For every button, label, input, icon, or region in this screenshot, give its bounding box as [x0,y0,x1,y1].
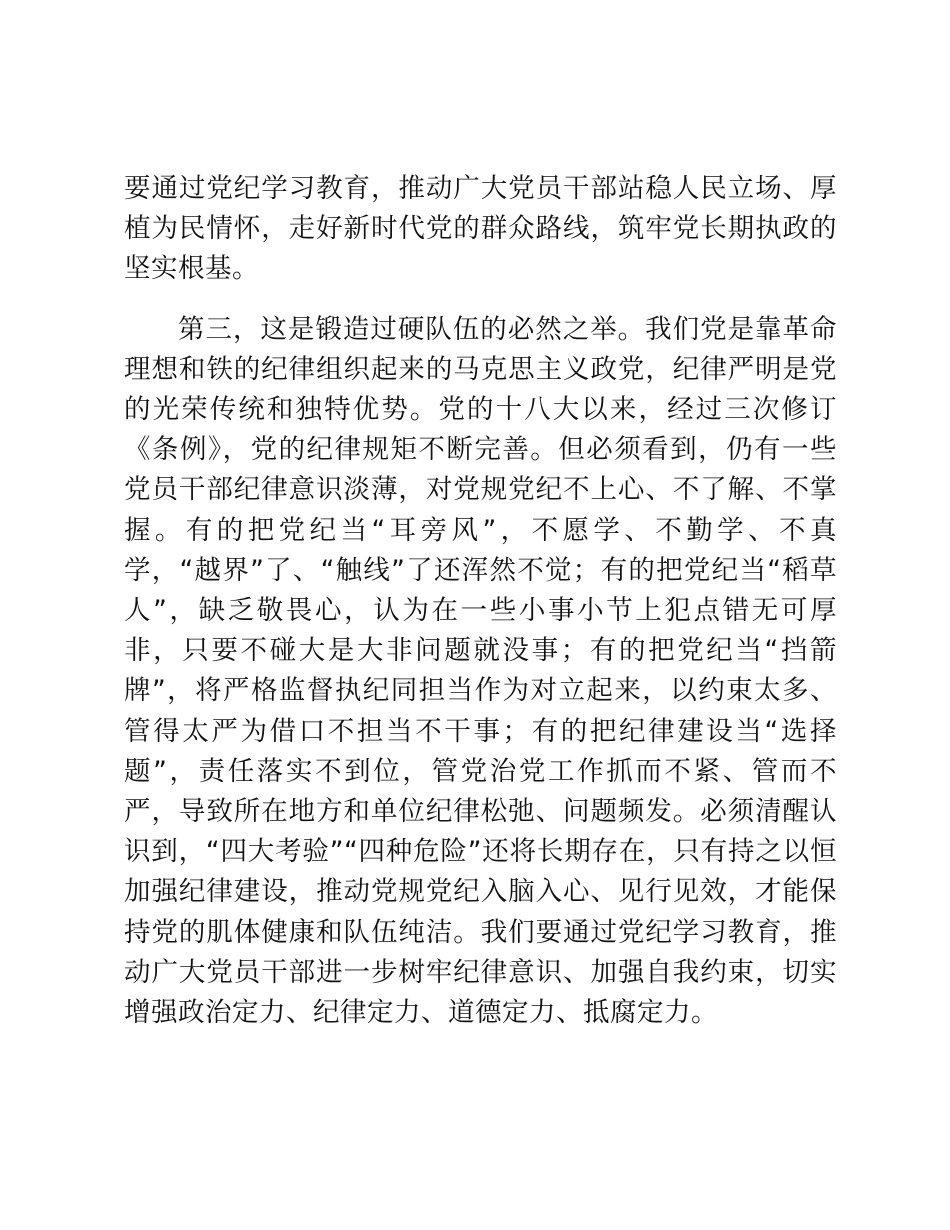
paragraph-continuation: 要通过党纪学习教育，推动广大党员干部站稳人民立场、厚植为民情怀，走好新时代党的群众路线，筑牢党长期执政的坚实根基。 [124,173,837,285]
paragraph-third-point: 第三，这是锻造过硬队伍的必然之举。我们党是靠革命理想和铁的纪律组织起来的马克思主义政党，纪律严明是党的光荣传统和独特优势。党的十八大以来，经过三次修订《条例》，党的纪律规矩不断完善。但必须看到，仍有一些党员干部纪律意识淡薄，对党规党纪不上心、不了解、不掌握。有的把党纪当“耳旁风”，不愿学、不勤学、不真学，“越界”了、“触线”了还浑然不觉；有的把党纪当“稻草人”，缺乏敬畏心，认为在一些小事小节上犯点错无可厚非，只要不碰大是大非问题就没事；有的把党纪当“挡箭牌”，将严格监督执纪同担当作为对立起来，以约束太多、管得太严为借口不担当不干事；有的把纪律建设当“选择题”，责任落实不到位，管党治党工作抓而不紧、管而不严，导致所在地方和单位纪律松弛、问题频发。必须清醒认识到，“四大考验”“四种危险”还将长期存在，只有持之以恒加强纪律建设，推动党规党纪入脑入心、见行见效，才能保持党的肌体健康和队伍纯洁。我们要通过党纪学习教育，推动广大党员干部进一步树牢纪律意识、加强自我约束，切实增强政治定力、纪律定力、道德定力、抵腐定力。 [124,313,837,1029]
body-text [124,169,837,1033]
